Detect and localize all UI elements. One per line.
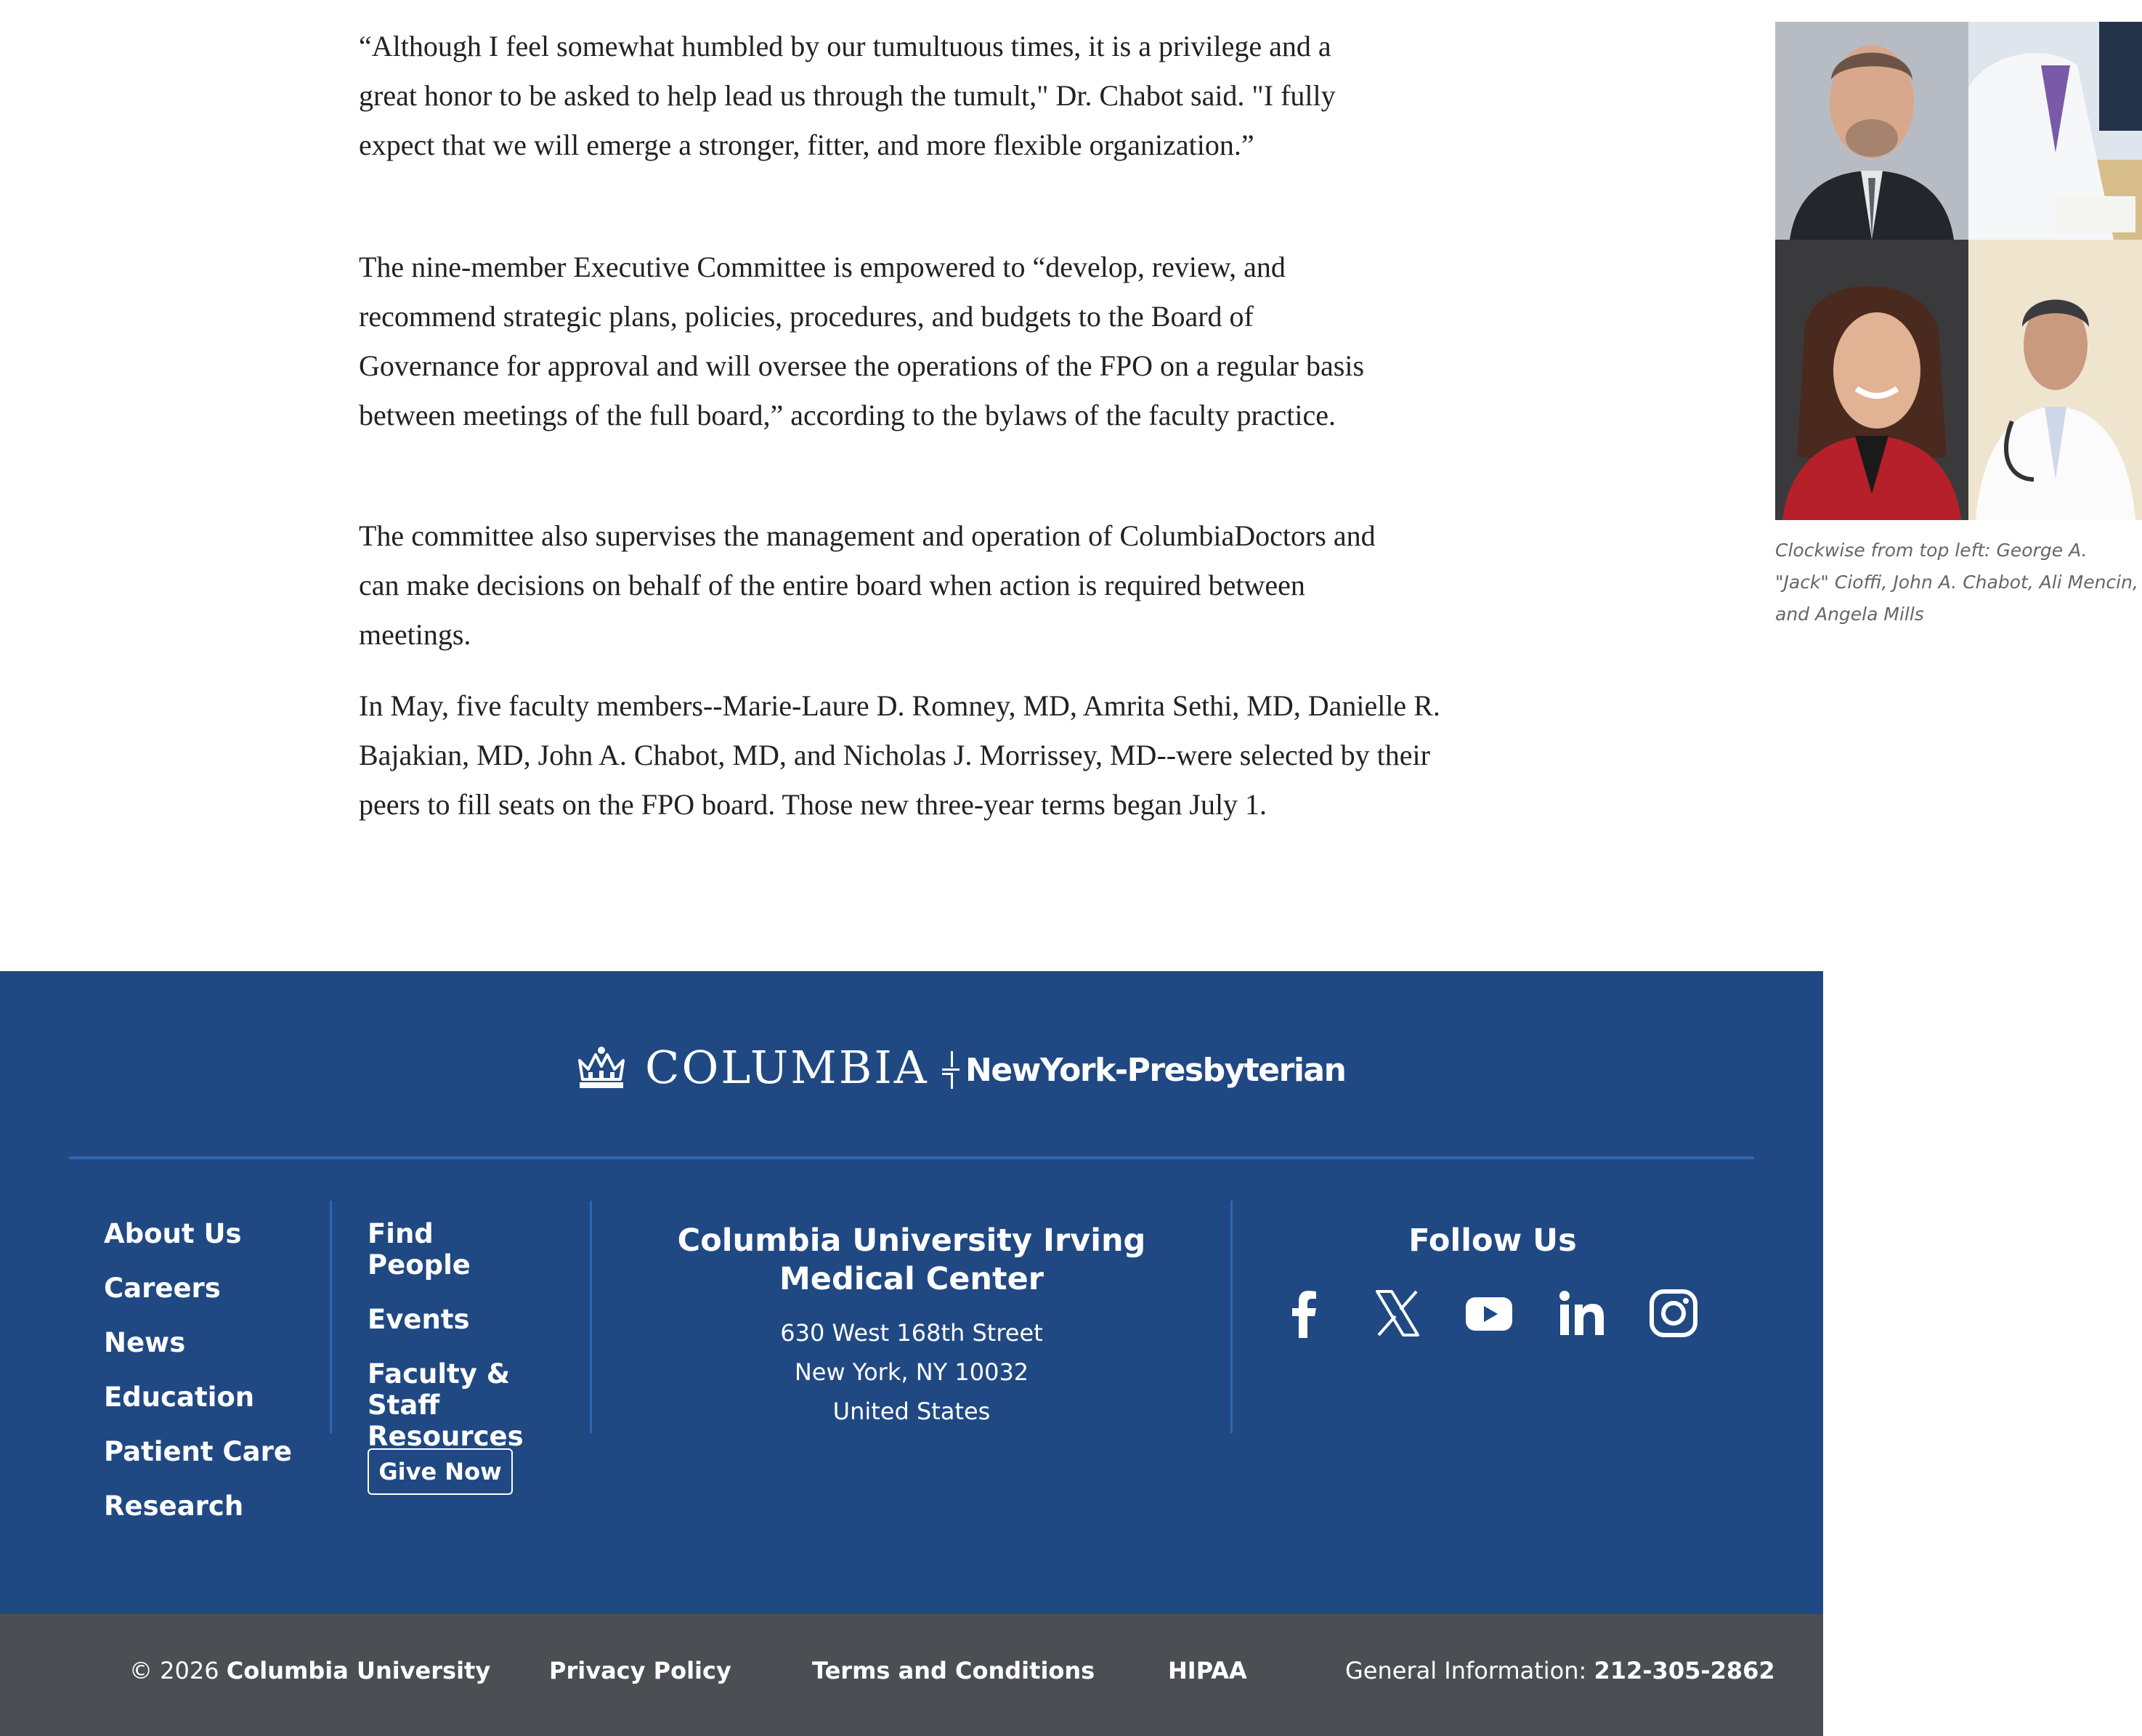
social-links bbox=[1278, 1287, 1707, 1345]
footer-link-news[interactable]: News bbox=[104, 1327, 186, 1358]
address-country: United States bbox=[832, 1398, 991, 1425]
general-information bbox=[1345, 1654, 1775, 1687]
footer-divider bbox=[69, 1156, 1754, 1159]
privacy-policy-link[interactable]: Privacy Policy bbox=[549, 1657, 731, 1684]
footer-link-faculty-staff-resources[interactable]: Faculty & Staff Resources bbox=[368, 1358, 524, 1452]
footer-link-patient-care[interactable]: Patient Care bbox=[104, 1436, 292, 1467]
copyright bbox=[129, 1654, 490, 1687]
youtube-icon[interactable] bbox=[1463, 1287, 1515, 1339]
follow-us bbox=[1278, 1222, 1707, 1260]
portrait-photo bbox=[1968, 22, 2142, 240]
article-figure bbox=[1775, 22, 2142, 630]
address-city: New York, NY 10032 bbox=[794, 1358, 1029, 1386]
copyright-owner-link[interactable]: Columbia University bbox=[226, 1657, 491, 1684]
portrait-photo bbox=[1775, 240, 1968, 520]
facebook-icon[interactable] bbox=[1278, 1287, 1331, 1339]
footer-link-careers[interactable]: Careers bbox=[104, 1273, 221, 1304]
footer-logos bbox=[0, 1042, 1823, 1100]
footer-nav-primary bbox=[104, 1218, 292, 1545]
article-paragraph: The committee also supervises the management and operation of ColumbiaDoctors and can make decisions on behalf of the entire board when action is required between meetings. bbox=[359, 519, 1376, 651]
columbia-logo-text: COLUMBIA bbox=[645, 1041, 929, 1094]
footer-link-education[interactable]: Education bbox=[104, 1382, 255, 1413]
copyright-year: © 2026 bbox=[129, 1657, 219, 1684]
footer-link-research[interactable]: Research bbox=[104, 1490, 244, 1522]
column-divider bbox=[590, 1201, 592, 1433]
column-divider bbox=[1230, 1201, 1233, 1433]
portrait-photo bbox=[1775, 22, 1968, 240]
article-paragraph: In May, five faculty members--Marie-Laure D. Romney, MD, Amrita Sethi, MD, Danielle R. Bajakian, MD, John A. Chabot, MD, and Nicholas J. Morrissey, MD--were selected by their peers to fill seats on the FPO board. Those new three-year terms began July 1. bbox=[359, 689, 1440, 821]
crown-icon bbox=[574, 1045, 629, 1091]
address-street: 630 West 168th Street bbox=[780, 1319, 1043, 1347]
terms-link[interactable]: Terms and Conditions bbox=[812, 1657, 1095, 1684]
photo-grid bbox=[1775, 22, 2142, 520]
give-now-button[interactable]: Give Now bbox=[368, 1448, 513, 1495]
footer-link-events[interactable]: Events bbox=[368, 1304, 470, 1335]
general-info-phone[interactable]: 212-305-2862 bbox=[1594, 1657, 1775, 1684]
footer-nav-secondary bbox=[368, 1218, 542, 1475]
hipaa-link[interactable]: HIPAA bbox=[1168, 1657, 1247, 1684]
linkedin-icon[interactable] bbox=[1556, 1287, 1608, 1339]
x-icon[interactable] bbox=[1371, 1287, 1424, 1339]
instagram-icon[interactable] bbox=[1647, 1287, 1700, 1339]
footer-link-about-us[interactable]: About Us bbox=[104, 1218, 242, 1249]
footer-address bbox=[639, 1222, 1184, 1431]
article-paragraph: The nine-member Executive Committee is empowered to “develop, review, and recommend strategic plans, policies, procedures, and budgets to the Board of Governance for approval and will oversee the operations of the FPO on a regular basis between meetings of the full board,” according to the bylaws of the faculty practice. bbox=[359, 251, 1365, 431]
column-divider bbox=[330, 1201, 332, 1433]
portrait-photo bbox=[1968, 240, 2142, 520]
footer-link-find-people[interactable]: Find People bbox=[368, 1218, 471, 1281]
article-paragraph: “Although I feel somewhat humbled by our tumultuous times, it is a privilege and a great honor to be asked to help lead us through the tumult," Dr. Chabot said. "I fully expect that we will emerge a stronger, fitter, and more flexible organization.” bbox=[359, 30, 1336, 161]
follow-us-title: Follow Us bbox=[1408, 1222, 1577, 1259]
nyp-logo[interactable] bbox=[941, 1048, 1345, 1092]
legal-bar bbox=[0, 1614, 1823, 1736]
columbia-logo[interactable] bbox=[574, 1042, 929, 1093]
nyp-logo-text: NewYork-Presbyterian bbox=[965, 1051, 1346, 1089]
nyp-mark-icon bbox=[941, 1050, 961, 1090]
general-info-label: General Information: bbox=[1345, 1657, 1587, 1684]
photo-caption: Clockwise from top left: George A. "Jack" Cioffi, John A. Chabot, Ali Mencin, and Angela Mills bbox=[1775, 540, 2138, 625]
site-footer bbox=[0, 971, 1823, 1614]
institution-name: Columbia University Irving Medical Center bbox=[677, 1222, 1146, 1297]
